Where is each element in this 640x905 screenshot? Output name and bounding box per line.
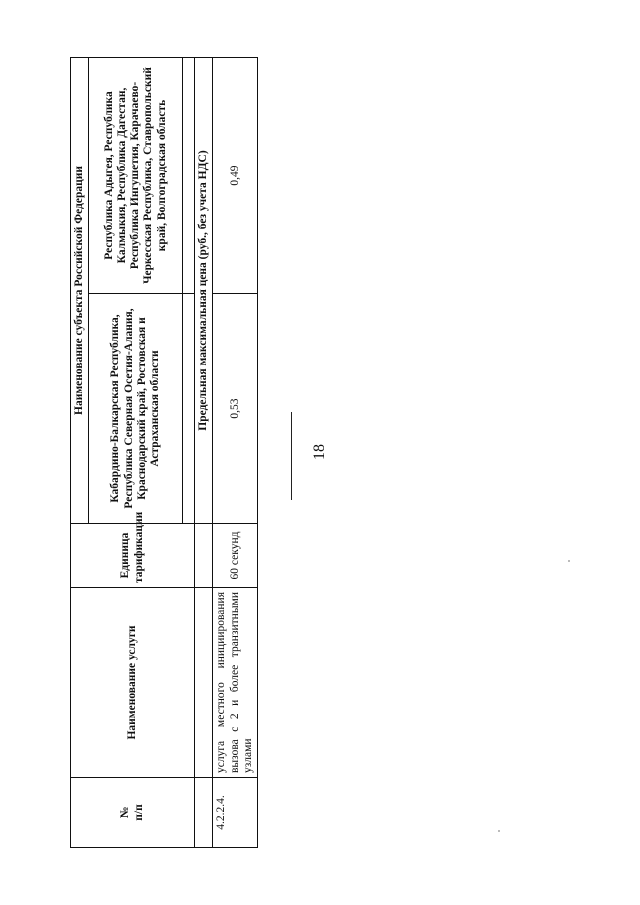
- header-num: № п/п: [71, 778, 195, 848]
- scan-speck: [498, 830, 500, 832]
- header-unit: Единица тарификации: [71, 524, 195, 588]
- price-caption: Предельная максимальная цена (руб., без учета НДС): [195, 58, 213, 524]
- page-number: 18: [311, 444, 328, 460]
- header-region-2: Республика Адыгея, Республика Калмыкия, Республика Дагестан, Республика Ингушетия, Карачаево-Черкесская Республика, Ставропольский край, Волгоградская область: [89, 58, 183, 294]
- row-service: услуга местного инициирования вызова с 2 и более транзитными узлами: [213, 588, 258, 778]
- scan-speck: [568, 560, 570, 562]
- row-price-region-1: 0,53: [213, 294, 258, 524]
- rotated-table-container: [70, 58, 254, 848]
- table-row: [213, 58, 258, 848]
- header-subject-group: Наименование субъекта Российской Федерации: [71, 58, 89, 524]
- header-spacer-1: [183, 294, 195, 524]
- signature-line: [291, 412, 292, 500]
- row-price-region-2: 0,49: [213, 58, 258, 294]
- row-num: 4.2.2.4.: [213, 778, 258, 848]
- header-service-name: Наименование услуги: [71, 588, 195, 778]
- row-unit: 60 секунд: [213, 524, 258, 588]
- header-region-1: Кабардино-Балкарская Республика, Республика Северная Осетия-Алания, Краснодарский край, Ростовская и Астраханская области: [89, 294, 183, 524]
- tariff-table: [70, 57, 258, 848]
- header-spacer-2: [183, 58, 195, 294]
